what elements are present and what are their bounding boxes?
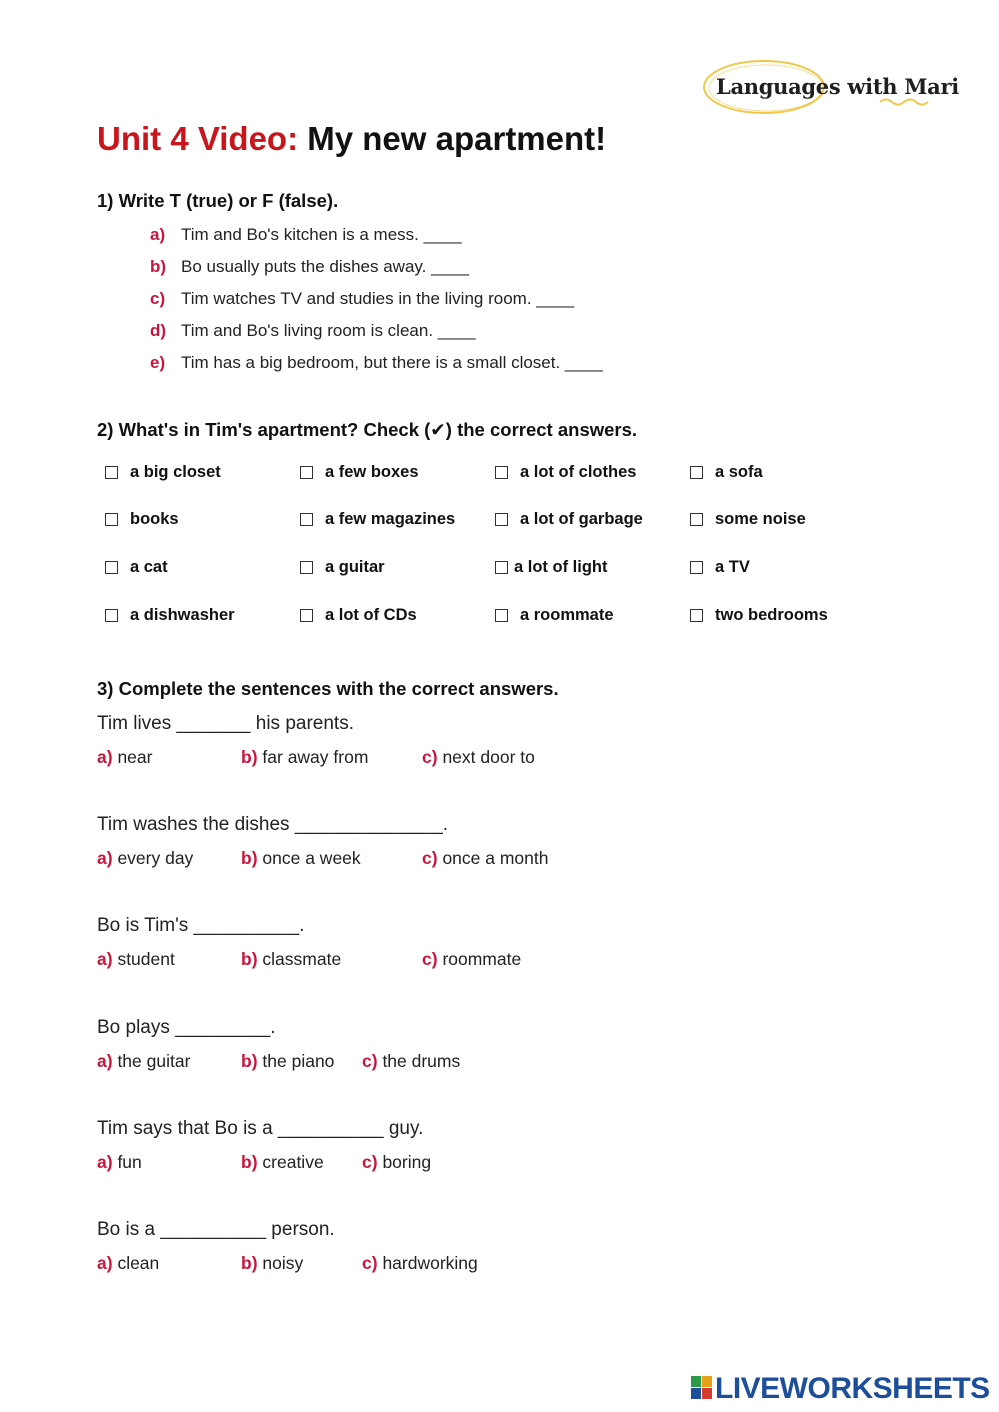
checkbox-label: books	[130, 510, 179, 529]
option-letter: c)	[422, 848, 438, 868]
question-sentence: Bo is a __________ person.	[97, 1219, 335, 1240]
liveworksheets-blocks-icon	[691, 1376, 713, 1400]
checkbox[interactable]	[690, 609, 703, 622]
answer-option[interactable]	[362, 1253, 478, 1274]
liveworksheets-wordmark: LIVEWORKSHEETS	[715, 1372, 990, 1405]
tf-item	[150, 353, 603, 373]
tf-item	[150, 257, 469, 277]
checkbox-option[interactable]	[300, 508, 495, 532]
answer-option[interactable]	[97, 1051, 190, 1072]
answer-option[interactable]	[362, 1051, 460, 1072]
answer-option[interactable]	[241, 848, 361, 869]
option-letter: a)	[97, 949, 113, 969]
question-sentence: Tim lives _______ his parents.	[97, 713, 354, 734]
checkbox[interactable]	[690, 466, 703, 479]
checkbox-option[interactable]	[105, 508, 300, 532]
option-letter: b)	[241, 1152, 258, 1172]
option-letter: b)	[241, 1253, 258, 1273]
title-main: My new apartment!	[307, 120, 607, 157]
item-text: Tim watches TV and studies in the living room. ____	[181, 289, 575, 308]
option-letter: c)	[422, 747, 438, 767]
checkbox-label: a few boxes	[325, 462, 419, 481]
item-letter: c)	[150, 289, 166, 308]
checkbox-option[interactable]	[495, 603, 690, 627]
option-letter: b)	[241, 949, 258, 969]
question-sentence: Tim says that Bo is a __________ guy.	[97, 1118, 424, 1139]
checkbox-label: a guitar	[325, 557, 385, 576]
checkbox-option[interactable]	[300, 460, 495, 484]
checkbox-label: a TV	[715, 557, 750, 576]
option-letter: a)	[97, 1051, 113, 1071]
option-text: roommate	[442, 949, 522, 969]
option-text: creative	[262, 1152, 324, 1172]
option-text: clean	[117, 1253, 160, 1273]
section3-heading: 3) Complete the sentences with the correct answers.	[97, 678, 559, 699]
option-letter: a)	[97, 1253, 113, 1273]
checkbox-option[interactable]	[300, 603, 495, 627]
checkbox-label: a roommate	[520, 605, 614, 624]
checkbox-label: a dishwasher	[130, 605, 235, 624]
question-sentence: Bo is Tim's __________.	[97, 915, 305, 936]
option-letter: c)	[422, 949, 438, 969]
section1-heading: 1) Write T (true) or F (false).	[97, 190, 339, 211]
item-letter: a)	[150, 225, 166, 244]
item-text: Tim and Bo's living room is clean. ____	[181, 321, 476, 340]
option-letter: a)	[97, 747, 113, 767]
checkbox-option[interactable]	[690, 555, 865, 579]
checkbox-option[interactable]	[105, 460, 300, 484]
checkbox-option[interactable]	[495, 508, 690, 532]
option-text: fun	[117, 1152, 142, 1172]
option-letter: b)	[241, 848, 258, 868]
answer-option[interactable]	[97, 848, 193, 869]
tf-item	[150, 225, 461, 245]
liveworksheets-logo	[691, 1372, 991, 1404]
checkbox[interactable]	[300, 561, 313, 574]
logo-text: Languages with Mari	[716, 74, 959, 99]
question-sentence: Bo plays _________.	[97, 1017, 276, 1038]
checkbox[interactable]	[690, 513, 703, 526]
answer-option[interactable]	[241, 747, 368, 768]
checkbox-label: a lot of CDs	[325, 605, 417, 624]
checkbox-option[interactable]	[105, 603, 300, 627]
option-letter: c)	[362, 1253, 378, 1273]
answer-option[interactable]	[241, 1253, 303, 1274]
checkbox-option[interactable]	[105, 555, 300, 579]
checkbox-label: a few magazines	[325, 510, 456, 529]
item-text: Bo usually puts the dishes away. ____	[181, 257, 469, 276]
option-text: every day	[117, 848, 194, 868]
answer-option[interactable]	[241, 949, 341, 970]
answer-option[interactable]	[97, 949, 175, 970]
tf-item	[150, 321, 476, 341]
option-text: the piano	[262, 1051, 335, 1071]
option-text: student	[117, 949, 175, 969]
answer-option[interactable]	[422, 949, 521, 970]
option-letter: b)	[241, 747, 258, 767]
checkbox-option[interactable]	[690, 603, 865, 627]
option-text: once a month	[442, 848, 549, 868]
answer-option[interactable]	[97, 1253, 159, 1274]
checkbox-label: two bedrooms	[715, 605, 828, 624]
option-text: near	[117, 747, 153, 767]
option-letter: a)	[97, 1152, 113, 1172]
checkbox[interactable]	[690, 561, 703, 574]
option-text: the drums	[382, 1051, 461, 1071]
option-text: hardworking	[382, 1253, 478, 1273]
answer-option[interactable]	[362, 1152, 431, 1173]
checkbox-option[interactable]	[690, 460, 865, 484]
checkbox-option[interactable]	[495, 460, 690, 484]
answer-option[interactable]	[241, 1051, 334, 1072]
checkbox[interactable]	[300, 513, 313, 526]
checkbox[interactable]	[105, 561, 118, 574]
answer-option[interactable]	[97, 1152, 142, 1173]
option-text: noisy	[262, 1253, 304, 1273]
checkbox[interactable]	[105, 466, 118, 479]
checkbox[interactable]	[495, 466, 508, 479]
item-text: Tim has a big bedroom, but there is a small closet. ____	[181, 353, 603, 372]
option-text: the guitar	[117, 1051, 191, 1071]
option-letter: a)	[97, 848, 113, 868]
question-sentence: Tim washes the dishes ______________.	[97, 814, 449, 835]
checkbox[interactable]	[495, 513, 508, 526]
item-letter: d)	[150, 321, 167, 340]
checkbox-label: a lot of light	[514, 557, 608, 576]
checkbox[interactable]	[105, 609, 118, 622]
checkbox-label: a lot of clothes	[520, 462, 637, 481]
checkbox[interactable]	[300, 466, 313, 479]
option-letter: b)	[241, 1051, 258, 1071]
answer-option[interactable]	[241, 1152, 324, 1173]
checkbox[interactable]	[300, 609, 313, 622]
checkbox-option[interactable]	[300, 555, 495, 579]
section2-heading: 2) What's in Tim's apartment? Check (✔) the correct answers.	[97, 419, 638, 440]
item-letter: e)	[150, 353, 166, 372]
checkbox-label: a big closet	[130, 462, 221, 481]
page-title	[97, 120, 606, 158]
answer-option[interactable]	[422, 848, 548, 869]
option-text: boring	[382, 1152, 432, 1172]
checkbox-option[interactable]	[495, 555, 690, 579]
option-text: next door to	[442, 747, 535, 767]
option-letter: c)	[362, 1051, 378, 1071]
checkbox-label: some noise	[715, 510, 806, 529]
option-letter: c)	[362, 1152, 378, 1172]
checkbox-label: a sofa	[715, 462, 763, 481]
checkbox-grid	[105, 460, 865, 651]
option-text: classmate	[262, 949, 342, 969]
checkbox-label: a lot of garbage	[520, 510, 643, 529]
checkbox-option[interactable]	[690, 508, 865, 532]
checkbox-label: a cat	[130, 557, 168, 576]
option-text: once a week	[262, 848, 361, 868]
title-prefix: Unit 4 Video:	[97, 120, 299, 157]
answer-option[interactable]	[97, 747, 152, 768]
tf-item	[150, 289, 574, 309]
item-letter: b)	[150, 257, 167, 276]
item-text: Tim and Bo's kitchen is a mess. ____	[181, 225, 462, 244]
checkbox[interactable]	[495, 609, 508, 622]
checkbox[interactable]	[105, 513, 118, 526]
answer-option[interactable]	[422, 747, 535, 768]
checkbox[interactable]	[495, 561, 508, 574]
option-text: far away from	[262, 747, 369, 767]
brand-logo	[702, 58, 959, 120]
